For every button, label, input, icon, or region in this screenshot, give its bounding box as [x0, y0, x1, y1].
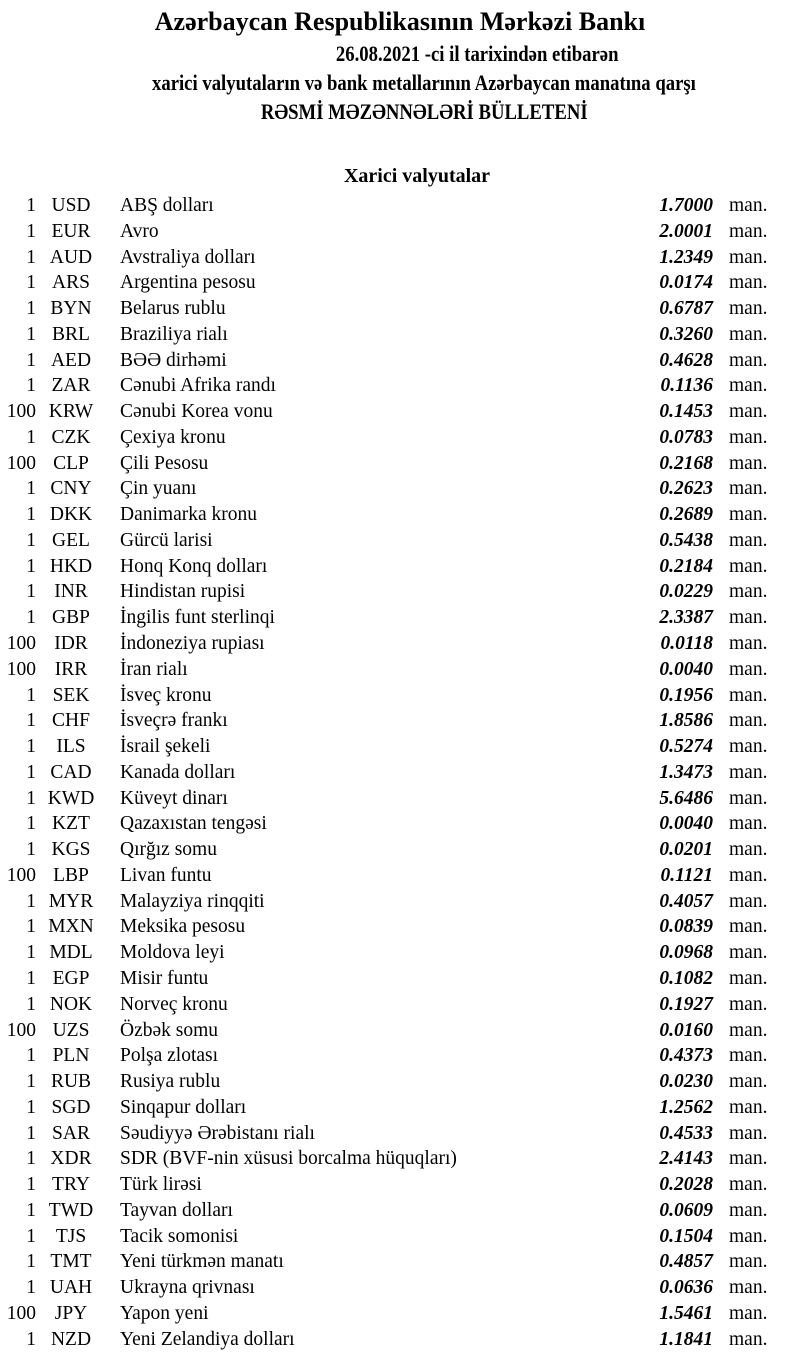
rate-unit: man. — [729, 967, 768, 989]
currency-code: MYR — [48, 890, 94, 912]
rate-row — [0, 1095, 800, 1121]
rate-row — [0, 1043, 800, 1069]
rate-row — [0, 889, 800, 915]
rate-qty: 1 — [26, 890, 36, 912]
rate-unit: man. — [729, 736, 768, 758]
rate-qty: 1 — [26, 761, 36, 783]
rate-unit: man. — [729, 658, 768, 680]
currency-code: DKK — [49, 504, 93, 526]
currency-code: AED — [50, 349, 92, 371]
currency-code: GEL — [52, 529, 90, 551]
rate-qty: 1 — [26, 684, 36, 706]
currency-name: Çexiya kronu — [120, 426, 226, 448]
currency-name: Yeni türkmən manatı — [120, 1251, 284, 1273]
rate-qty: 1 — [26, 1174, 36, 1196]
currency-name: Avstraliya dolları — [120, 246, 256, 268]
rate-qty: 1 — [26, 478, 36, 500]
currency-code: KZT — [52, 813, 90, 835]
rate-row — [0, 528, 800, 554]
currency-code: CZK — [51, 426, 91, 448]
rate-qty: 100 — [6, 658, 36, 680]
currency-code: LBP — [53, 864, 89, 886]
rate-unit: man. — [729, 246, 768, 268]
rate-row — [0, 837, 800, 863]
rate-qty: 1 — [26, 607, 36, 629]
rate-value: 0.1453 — [659, 401, 713, 423]
rate-qty: 1 — [26, 1251, 36, 1273]
rate-value: 1.8586 — [659, 710, 713, 732]
rate-row — [0, 605, 800, 631]
rate-qty: 1 — [26, 581, 36, 603]
rate-value: 0.0636 — [659, 1277, 713, 1299]
bulletin-title-text: RƏSMİ MƏZƏNNƏLƏRİ BÜLLETENİ — [260, 99, 588, 124]
rate-unit: man. — [729, 633, 768, 655]
rate-qty: 1 — [26, 1122, 36, 1144]
rate-unit: man. — [729, 607, 768, 629]
rate-value: 1.3473 — [659, 761, 713, 783]
rate-value: 0.2623 — [659, 478, 713, 500]
rate-row — [0, 296, 800, 322]
rate-value: 0.2028 — [659, 1174, 713, 1196]
rate-value: 0.4533 — [659, 1122, 713, 1144]
currency-code: BRL — [52, 323, 90, 345]
rate-unit: man. — [729, 478, 768, 500]
rate-row — [0, 1327, 800, 1353]
currency-name: Ukrayna qrivnası — [120, 1277, 255, 1299]
currency-name: İsveçrə frankı — [120, 710, 228, 732]
currency-name: İngilis funt sterlinqi — [120, 607, 275, 629]
currency-code: BYN — [50, 298, 92, 320]
rate-qty: 1 — [26, 246, 36, 268]
rate-unit: man. — [729, 864, 768, 886]
currency-name: İsveç kronu — [120, 684, 212, 706]
rate-unit: man. — [729, 272, 768, 294]
currency-name: ABŞ dolları — [120, 195, 214, 216]
currency-name: Çili Pesosu — [120, 452, 209, 474]
rate-value: 0.1927 — [659, 993, 713, 1015]
rate-unit: man. — [729, 504, 768, 526]
rate-unit: man. — [729, 1122, 768, 1144]
currency-code: ZAR — [51, 375, 91, 397]
currency-name: İndoneziya rupiası — [120, 633, 265, 655]
currency-name: Polşa zlotası — [120, 1045, 219, 1067]
rate-value: 0.5274 — [659, 736, 713, 758]
rate-qty: 1 — [26, 298, 36, 320]
currency-name: Cənubi Afrika randı — [120, 375, 276, 397]
rate-value: 0.0174 — [659, 272, 713, 294]
rate-value: 0.0609 — [659, 1199, 713, 1221]
rate-value: 0.3260 — [659, 323, 713, 345]
rate-value: 0.0839 — [659, 916, 713, 938]
rate-row — [0, 579, 800, 605]
rate-qty: 1 — [26, 967, 36, 989]
rate-unit: man. — [729, 761, 768, 783]
rate-row — [0, 270, 800, 296]
currency-code: CLP — [53, 452, 89, 474]
rate-qty: 1 — [26, 504, 36, 526]
rate-row — [0, 1069, 800, 1095]
rate-unit: man. — [729, 1045, 768, 1067]
rate-unit: man. — [729, 839, 768, 861]
rate-qty: 1 — [26, 916, 36, 938]
rate-row — [0, 940, 800, 966]
currency-name: Kanada dolları — [120, 761, 236, 783]
rate-value: 0.0230 — [659, 1071, 713, 1093]
rate-value: 0.0201 — [659, 839, 713, 861]
rate-value: 0.1956 — [659, 684, 713, 706]
rate-value: 5.6486 — [659, 787, 713, 809]
currency-name: BƏƏ dirhəmi — [120, 349, 227, 371]
rate-qty: 1 — [26, 1045, 36, 1067]
rate-row — [0, 708, 800, 734]
rate-qty: 100 — [6, 1302, 36, 1324]
currency-code: JPY — [54, 1302, 88, 1324]
rate-unit: man. — [729, 684, 768, 706]
rate-qty: 1 — [26, 1328, 36, 1350]
rate-unit: man. — [729, 787, 768, 809]
rate-row — [0, 1121, 800, 1147]
currency-name: Cənubi Korea vonu — [120, 401, 273, 423]
currency-code: MXN — [48, 916, 94, 938]
rate-qty: 1 — [26, 375, 36, 397]
rate-value: 0.0040 — [659, 813, 713, 835]
rate-unit: man. — [729, 555, 768, 577]
currency-code: IDR — [54, 633, 88, 655]
rate-value: 0.4857 — [659, 1251, 713, 1273]
currency-name: Yeni Zelandiya dolları — [120, 1328, 295, 1350]
rate-qty: 1 — [26, 787, 36, 809]
rate-row — [0, 1301, 800, 1327]
rate-row — [0, 219, 800, 245]
rate-unit: man. — [729, 1251, 768, 1273]
rate-unit: man. — [729, 1071, 768, 1093]
currency-name: Avro — [120, 220, 159, 242]
rate-row — [0, 322, 800, 348]
rate-value: 2.0001 — [659, 220, 713, 242]
rate-qty: 100 — [6, 452, 36, 474]
rate-qty: 1 — [26, 272, 36, 294]
currency-name: Küveyt dinarı — [120, 787, 228, 809]
rate-row — [0, 373, 800, 399]
rate-value: 0.4628 — [659, 349, 713, 371]
currency-code: RUB — [50, 1071, 92, 1093]
rate-row — [0, 245, 800, 271]
rate-value: 0.1121 — [660, 864, 713, 886]
rate-row — [0, 502, 800, 528]
rate-value: 0.6787 — [659, 298, 713, 320]
currency-name: Hindistan rupisi — [120, 581, 246, 603]
rate-qty: 1 — [26, 813, 36, 835]
rate-qty: 1 — [26, 1199, 36, 1221]
rate-row — [0, 786, 800, 812]
currency-name: Meksika pesosu — [120, 916, 246, 938]
rate-unit: man. — [729, 375, 768, 397]
rate-qty: 1 — [26, 529, 36, 551]
rate-unit: man. — [729, 1277, 768, 1299]
rate-value: 1.1841 — [659, 1328, 713, 1350]
currency-name: İsrail şekeli — [120, 736, 211, 758]
rate-qty: 1 — [26, 942, 36, 964]
rate-value: 1.2349 — [659, 246, 713, 268]
bulletin-title — [0, 97, 800, 126]
currency-code: KWD — [47, 787, 95, 809]
currency-name: SDR (BVF-nin xüsusi borcalma hüquqları) — [120, 1148, 457, 1170]
currency-code: MDL — [49, 942, 93, 964]
currency-code: KRW — [48, 401, 94, 423]
rate-row — [0, 348, 800, 374]
rate-qty: 100 — [6, 864, 36, 886]
rate-unit: man. — [729, 581, 768, 603]
rate-row — [0, 657, 800, 683]
currency-name: Misir funtu — [120, 967, 209, 989]
rate-unit: man. — [729, 1199, 768, 1221]
rate-unit: man. — [729, 1302, 768, 1324]
currency-code: IRR — [54, 658, 88, 680]
rate-unit: man. — [729, 426, 768, 448]
currency-name: Səudiyyə Ərəbistanı rialı — [120, 1122, 315, 1144]
rate-value: 0.0160 — [659, 1019, 713, 1041]
currency-name: Danimarka kronu — [120, 504, 257, 526]
currency-name: Braziliya rialı — [120, 323, 228, 345]
currency-name: Sinqapur dolları — [120, 1096, 247, 1118]
currency-name: Norveç kronu — [120, 993, 228, 1015]
rate-row — [0, 399, 800, 425]
currency-code: TMT — [50, 1251, 92, 1273]
page-title: Azərbaycan Respublikasının Mərkəzi Bankı — [154, 7, 646, 36]
currency-name: Türk lirəsi — [120, 1174, 202, 1196]
rate-value: 0.1082 — [659, 967, 713, 989]
currency-name: Çin yuanı — [120, 478, 197, 500]
currency-code: UAH — [49, 1277, 93, 1299]
currency-name: Qırğız somu — [120, 839, 217, 861]
rate-qty: 1 — [26, 426, 36, 448]
rate-unit: man. — [729, 298, 768, 320]
currency-code: KGS — [51, 839, 91, 861]
rate-value: 0.5438 — [659, 529, 713, 551]
rate-unit: man. — [729, 1225, 768, 1247]
rate-row — [0, 631, 800, 657]
rate-qty: 100 — [6, 401, 36, 423]
rate-row — [0, 554, 800, 580]
rate-value: 2.4143 — [659, 1148, 713, 1170]
rate-qty: 1 — [26, 736, 36, 758]
rate-unit: man. — [729, 529, 768, 551]
rate-qty: 100 — [6, 1019, 36, 1041]
currency-name: Gürcü larisi — [120, 529, 213, 551]
rate-row — [0, 1224, 800, 1250]
rate-value: 0.2184 — [659, 555, 713, 577]
rate-unit: man. — [729, 195, 768, 216]
rate-unit: man. — [729, 1174, 768, 1196]
section-title — [0, 163, 800, 190]
section-title-text: Xarici valyutalar — [343, 165, 491, 187]
date-line-text: 26.08.2021 -ci il tarixindən etibarən — [335, 41, 619, 66]
rate-row — [0, 1249, 800, 1275]
currency-code: XDR — [50, 1148, 92, 1170]
currency-code: CNY — [50, 478, 92, 500]
rate-qty: 1 — [26, 1071, 36, 1093]
rate-unit: man. — [729, 1328, 768, 1350]
rate-unit: man. — [729, 890, 768, 912]
rate-qty: 1 — [26, 839, 36, 861]
currency-code: USD — [51, 195, 91, 216]
rate-unit: man. — [729, 993, 768, 1015]
rate-qty: 1 — [26, 349, 36, 371]
rate-qty: 1 — [26, 323, 36, 345]
rate-row — [0, 1018, 800, 1044]
rate-row — [0, 992, 800, 1018]
rate-qty: 1 — [26, 1225, 36, 1247]
currency-code: HKD — [49, 555, 93, 577]
rate-row — [0, 1275, 800, 1301]
currency-code: AUD — [49, 246, 93, 268]
currency-code: NZD — [50, 1328, 92, 1350]
currency-code: NOK — [49, 993, 93, 1015]
rate-row — [0, 425, 800, 451]
rate-row — [0, 476, 800, 502]
rate-value: 0.1136 — [660, 375, 713, 397]
currency-name: Rusiya rublu — [120, 1071, 221, 1093]
rate-value: 0.2168 — [659, 452, 713, 474]
rate-unit: man. — [729, 916, 768, 938]
rate-value: 1.7000 — [659, 195, 713, 216]
rate-unit: man. — [729, 452, 768, 474]
currency-name: Malayziya rinqqiti — [120, 890, 265, 912]
currency-name: İran rialı — [120, 658, 188, 680]
rate-value: 0.4373 — [659, 1045, 713, 1067]
rate-unit: man. — [729, 220, 768, 242]
rate-row — [0, 683, 800, 709]
rate-unit: man. — [729, 1148, 768, 1170]
rate-value: 0.4057 — [659, 890, 713, 912]
currency-code: TJS — [55, 1225, 87, 1247]
rate-row — [0, 811, 800, 837]
rate-value: 0.0229 — [659, 581, 713, 603]
rate-row — [0, 863, 800, 889]
rate-qty: 1 — [26, 993, 36, 1015]
rate-row — [0, 966, 800, 992]
rate-qty: 1 — [26, 1277, 36, 1299]
rate-unit: man. — [729, 1096, 768, 1118]
currency-code: CHF — [52, 710, 90, 732]
currency-code: ILS — [56, 736, 86, 758]
rate-unit: man. — [729, 1019, 768, 1041]
rate-unit: man. — [729, 323, 768, 345]
rate-value: 0.0040 — [659, 658, 713, 680]
rate-row — [0, 1146, 800, 1172]
rate-value: 0.0118 — [660, 633, 713, 655]
rate-unit: man. — [729, 401, 768, 423]
currency-code: CAD — [50, 761, 92, 783]
rate-value: 0.2689 — [659, 504, 713, 526]
currency-name: Tacik somonisi — [120, 1225, 239, 1247]
rates-table — [0, 193, 800, 1352]
date-line — [0, 39, 800, 68]
currency-code: SEK — [52, 684, 90, 706]
currency-name: Argentina pesosu — [120, 272, 256, 294]
rate-unit: man. — [729, 813, 768, 835]
currency-code: EUR — [51, 220, 91, 242]
rate-qty: 1 — [26, 1096, 36, 1118]
currency-code: GBP — [52, 607, 90, 629]
rate-row — [0, 193, 800, 219]
rate-row — [0, 760, 800, 786]
currency-code: PLN — [52, 1045, 90, 1067]
rate-row — [0, 914, 800, 940]
currency-code: ARS — [52, 272, 90, 294]
currency-name: Qazaxıstan tengəsi — [120, 813, 267, 835]
currency-code: SGD — [51, 1096, 91, 1118]
rate-qty: 1 — [26, 220, 36, 242]
rate-value: 2.3387 — [659, 607, 713, 629]
currency-name: Moldova leyi — [120, 942, 225, 964]
rate-qty: 1 — [26, 555, 36, 577]
rate-qty: 1 — [26, 195, 36, 216]
rate-value: 1.5461 — [659, 1302, 713, 1324]
subject-line — [0, 68, 800, 97]
rate-value: 0.0968 — [659, 942, 713, 964]
currency-code: INR — [54, 581, 88, 603]
rate-row — [0, 734, 800, 760]
rate-value: 0.0783 — [659, 426, 713, 448]
subject-line-text: xarici valyutaların və bank metallarının Azərbaycan manatına qarşı — [152, 70, 696, 95]
currency-name: Livan funtu — [120, 864, 212, 886]
currency-code: UZS — [52, 1019, 90, 1041]
currency-code: TWD — [48, 1199, 94, 1221]
currency-code: EGP — [52, 967, 90, 989]
rate-row — [0, 1172, 800, 1198]
currency-name: Tayvan dolları — [120, 1199, 233, 1221]
currency-name: Honq Konq dolları — [120, 555, 268, 577]
rate-row — [0, 1198, 800, 1224]
currency-code: TRY — [52, 1174, 90, 1196]
rate-value: 0.1504 — [659, 1225, 713, 1247]
rate-value: 1.2562 — [659, 1096, 713, 1118]
currency-name: Yapon yeni — [120, 1302, 209, 1324]
rate-qty: 1 — [26, 1148, 36, 1170]
currency-name: Belarus rublu — [120, 298, 226, 320]
rate-unit: man. — [729, 710, 768, 732]
rate-unit: man. — [729, 942, 768, 964]
rate-qty: 1 — [26, 710, 36, 732]
currency-name: Özbək somu — [120, 1019, 219, 1041]
currency-code: SAR — [52, 1122, 90, 1144]
rate-row — [0, 451, 800, 477]
rate-qty: 100 — [6, 633, 36, 655]
rate-unit: man. — [729, 349, 768, 371]
